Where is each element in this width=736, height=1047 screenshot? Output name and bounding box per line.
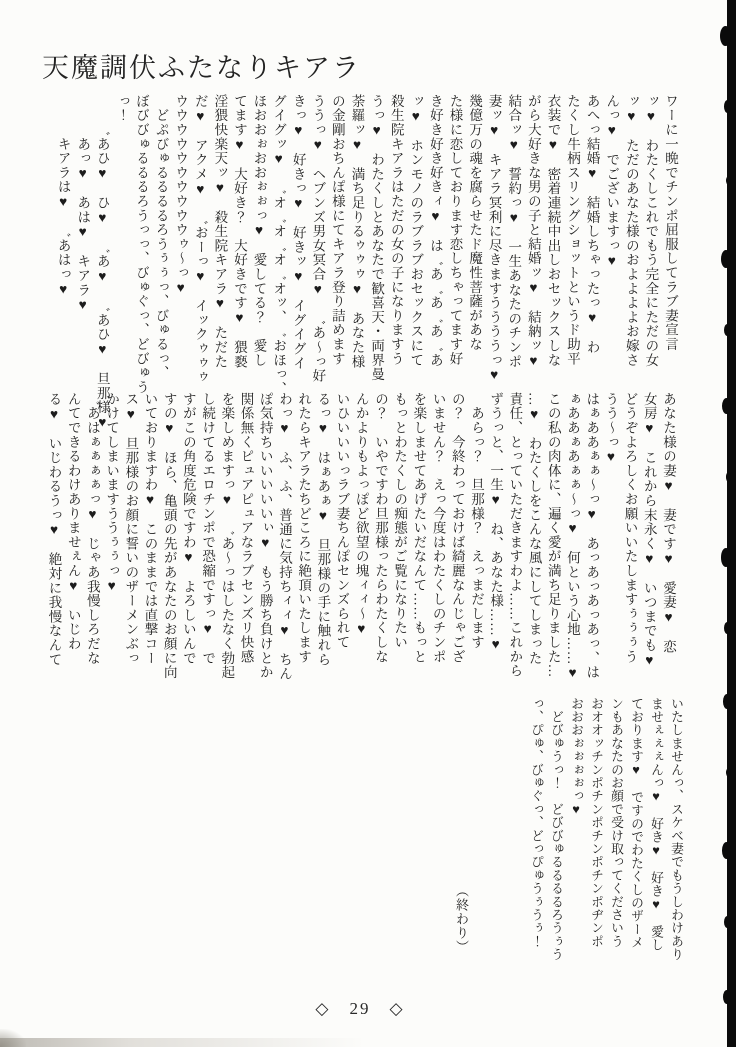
page-number: ◇ 29 ◇ bbox=[315, 999, 405, 1018]
text-column: 女房♥ これから末永く♥ いつまでも♥ bbox=[641, 392, 657, 669]
text-column: すの♥ ほら、亀頭の先があなたのお顔に向 bbox=[161, 392, 177, 680]
binding-notch bbox=[723, 990, 731, 1004]
text-column: だ♥ アクメ♥ ゛おーっ♥ イックゥゥゥ bbox=[192, 94, 208, 385]
text-column: あなた様の妻♥ 妻です♥ 愛妻♥ 恋 bbox=[661, 392, 676, 654]
text-column: を楽しめますっ♥ ゛あ〜っはしたなく勃起 bbox=[219, 392, 235, 680]
page-title: 天魔調伏ふたなりキアラ bbox=[42, 53, 361, 83]
text-block-1 bbox=[53, 94, 680, 431]
text-column: 幾億万の魂を腐らせたド魔性菩薩があな bbox=[467, 94, 483, 352]
binding-edge bbox=[727, 0, 736, 1047]
text-column: っ、ぴゅ、びゅぐっ、どっぴゅうぅうぅ！ bbox=[529, 697, 543, 948]
text-column: はぁああぁぁ〜っ♥ あっあっあっあっ、は bbox=[584, 392, 600, 680]
text-column: ませぇぇぇんっ♥ 好き♥ 好き♥ 愛し bbox=[649, 697, 663, 952]
text-column: の？ 今終わっておけば綺麗なんじゃござ bbox=[449, 392, 465, 664]
text-column: わっ♥ ふ、ふ、普通に気持ちィィ♥ ちん bbox=[276, 392, 292, 681]
text-column: 妻ッ♥ キアラ冥利に尽きますううううっ♥ bbox=[486, 94, 502, 383]
binding-notch bbox=[723, 694, 731, 709]
text-column: ております♥ ですのでわたくしのザーメ bbox=[629, 697, 643, 949]
text-column: 責任、とっていただきますわよ……これから bbox=[507, 392, 523, 678]
text-column: がら大好きな男の子と結婚ッ♥ 結納ッ♥ bbox=[525, 94, 541, 369]
text-column: てます♥ 大好き？ 大好きです♥ 猥褻 bbox=[231, 94, 247, 369]
text-column: いたしませんっ、スケベ妻でもうしわけあり bbox=[669, 697, 683, 961]
binding-notch bbox=[721, 250, 731, 268]
text-column: ゛あひ♥ ひ♥ ゛あ♥ ゛あひ♥ 旦那様♥ bbox=[94, 94, 110, 431]
text-column: この私の肉体に、遍く愛が満ち足りました… bbox=[545, 392, 561, 678]
scan-shadow-bottom bbox=[0, 1038, 430, 1047]
text-column: あへっ結婚♥ 結婚しちゃったっ♥ わ bbox=[584, 94, 600, 355]
text-column: うう〜っ♥ bbox=[603, 392, 619, 465]
binding-notch bbox=[726, 768, 731, 777]
text-column: どうぞよろしくお願いいたしますぅぅぅう bbox=[622, 392, 638, 664]
scan-shadow-corner bbox=[0, 1029, 26, 1047]
text-column: た様に恋しております恋しちゃってます好 bbox=[447, 94, 463, 366]
text-column: どびゅうっ！ どびびゅるるるるろうぅう bbox=[549, 697, 563, 961]
text-column: れたらキアラたちどころに絶頂いたします bbox=[296, 392, 312, 664]
text-column: ううっ♥ ヘブンズ男女冥合♥ ゛あ〜っ好 bbox=[310, 94, 326, 383]
text-column: ゛あはぁぁぁぁっ♥ じゃあ我慢しろだな bbox=[84, 392, 100, 666]
text-column: いません？ えっ今度はわたくしのチンポ bbox=[430, 392, 446, 664]
text-block-2 bbox=[44, 392, 678, 692]
text-column: の金剛おちんぽ様にてキアラ登り詰めます bbox=[329, 94, 345, 366]
text-column: うっ♥ わたくしとあなたで歓喜天・両界曼 bbox=[369, 94, 385, 382]
text-column: 結合ッ♥ 誓約っ♥ 一生あなたのチンポ bbox=[506, 94, 522, 369]
binding-notch bbox=[722, 842, 731, 859]
text-column: かけてしまいますううぅぅっ♥ bbox=[104, 392, 120, 594]
text-column: おオオッチンポチンポチンポチンポヂンポ bbox=[589, 697, 603, 948]
text-column: きっ♥ 好きっ♥ 好きッ♥ イグイグイ bbox=[290, 94, 306, 371]
text-column: ぽ気持ちいいいいいぃ♥ もう勝ち負けとか bbox=[257, 392, 273, 680]
text-column: ぁああぁあぁぁ〜っ♥ 何という心地……♥ bbox=[564, 392, 580, 681]
text-column: ほおおぉおおぉぉっ♥ 愛してる？ 愛し bbox=[251, 94, 267, 368]
text-column: もっとわたくしの痴態がご覧になりたい bbox=[392, 392, 408, 650]
text-column: る♥ いじわるうっ♥ 絶対に我慢なんて bbox=[46, 392, 62, 667]
text-column: 荼羅ッ♥ 満ち足りるゥゥゥ♥ あなた様 bbox=[349, 94, 365, 369]
binding-notch bbox=[720, 26, 731, 46]
text-column: ぼびびゅるるるろうっっ、びゅぐっ、どびゅう bbox=[133, 94, 149, 395]
text-column: どぷびゅるるるるろうぅぅっ、びゅるっ、 bbox=[153, 94, 169, 380]
text-column: いておりますわ♥ このままでは直撃コー bbox=[142, 392, 158, 666]
text-column: ッ♥ わたくしこれでもう完全にただの女 bbox=[643, 94, 659, 368]
text-column: ウウウウウウウウウウゥ〜っ♥ bbox=[173, 94, 189, 296]
binding-notch bbox=[726, 176, 731, 185]
text-column: キアラは♥ ゛あはっ♥ bbox=[55, 94, 71, 298]
text-column: し続けてるエロチンポで恐縮ですっ♥ で bbox=[200, 392, 216, 666]
text-column: ッ♥ ホンモノのラブラブおセックスにて bbox=[408, 94, 424, 368]
binding-notch bbox=[724, 916, 731, 928]
text-column: んてできるわけありませぇん♥ いじわ bbox=[65, 392, 81, 651]
text-column: …♥ わたくしをこんな風にしてしまった bbox=[526, 392, 542, 666]
text-column: ンもあなたのお顔で受け取ってくださいう bbox=[609, 697, 623, 948]
text-column: あっ♥ あは♥ キアラ♥ bbox=[75, 94, 91, 313]
text-column: んっ♥ でございますっ♥ bbox=[604, 94, 620, 269]
text-column: 殺生院キアラはただの女の子になりますう bbox=[388, 94, 404, 366]
binding-notch bbox=[724, 100, 731, 113]
binding-notch bbox=[726, 472, 732, 482]
binding-notch bbox=[724, 324, 731, 336]
text-column: ス♥ 旦那様のお顔に誓いのザーメンぶっ bbox=[123, 392, 139, 666]
binding-notch bbox=[721, 548, 731, 567]
text-column: あらっ？ 旦那様？ えっまだします bbox=[468, 392, 484, 650]
text-column: んかよりもよっぽど欲望の塊ィィ〜♥ bbox=[353, 392, 369, 637]
text-column: き好き好き好きィ♥ は゛あ゛あ゛あ゛あ bbox=[427, 94, 443, 368]
text-column: たくし牛柄スリングショットというド助平 bbox=[565, 94, 581, 366]
text-column: いひいいいっラブ妻ちんぽセンズられて bbox=[334, 392, 350, 650]
text-column: を楽しませてあげたいだなんて……もっと bbox=[411, 392, 427, 664]
text-column: グイグッ♥ ゛オ゛オ゛オ゛オッ、゛おほっ、 bbox=[271, 94, 287, 396]
text-block-3 bbox=[526, 697, 686, 961]
text-column: るっ♥ はぁあぁ♥ 旦那様の手に触れら bbox=[315, 392, 331, 667]
text-column: 関係無くピュアピュアなラブセンズリ快感 bbox=[238, 392, 254, 664]
text-column: ずうっと、一生♥ ね、あなた様……♥ bbox=[488, 392, 504, 653]
binding-notch bbox=[722, 398, 731, 414]
end-mark: （終わり） bbox=[454, 884, 469, 954]
text-column: 淫猥快楽天ッ♥ 殺生院キアラ♥ ただた bbox=[212, 94, 228, 369]
binding-notch bbox=[724, 622, 731, 634]
text-column: ワーに一晩でチンポ屈服してラブ妻宣言 bbox=[663, 94, 678, 352]
text-column: っ！ bbox=[114, 94, 130, 123]
text-column: ッ♥ ただのあなた様のおよよよよお嫁さ bbox=[623, 94, 639, 368]
text-column: 衣装で♥ 密着連続中出しおセックスしな bbox=[545, 94, 561, 368]
text-column: おおおぉぉぉぉっ♥ bbox=[569, 697, 583, 817]
text-column: の？ いやですわ旦那様ったらわたくしな bbox=[372, 392, 388, 664]
text-column: すがこの角度危険ですわ♥ よろしいんで bbox=[180, 392, 196, 666]
